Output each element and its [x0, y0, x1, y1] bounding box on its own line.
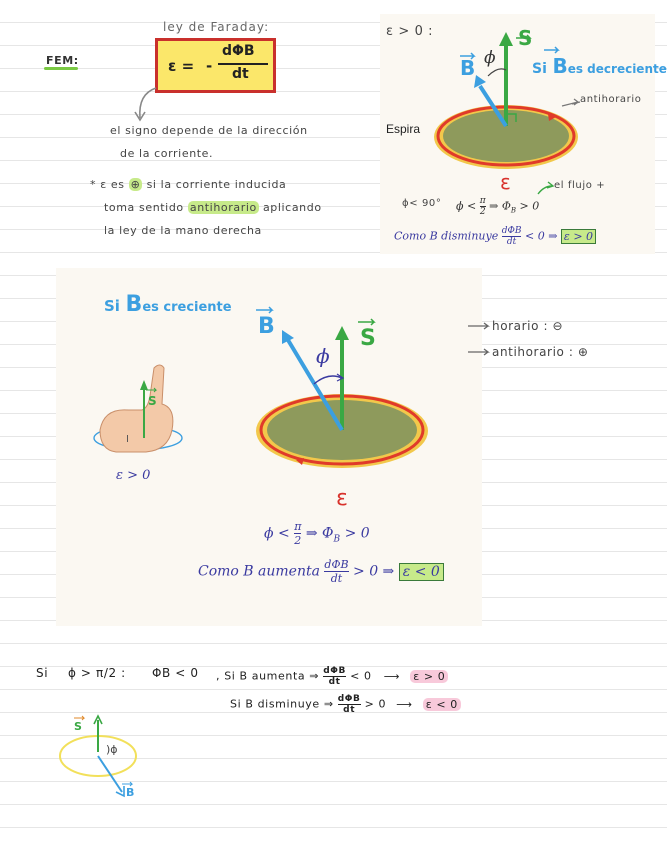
inc-title-rest: es creciente [142, 300, 232, 315]
bottom-phi-b: ΦB < 0 [152, 666, 199, 680]
legend-antihorario: antihorario : ⊕ [492, 345, 589, 359]
plus-circle-icon: ⊕ [130, 178, 141, 191]
dphi-dt-frac [502, 226, 522, 247]
panel-b-decreasing [380, 14, 667, 254]
formula-denominator: dt [232, 66, 249, 82]
inc-pi: π [294, 520, 302, 533]
phi-label: ϕ [484, 48, 496, 68]
line2-den: dt [343, 705, 356, 715]
antihorario-note: antihorario [580, 94, 642, 105]
inc-cond-c: > 0 [344, 525, 370, 542]
inc-b-label: B [258, 314, 275, 339]
legend-horario: horario : ⊖ [492, 319, 564, 333]
fem-underline [44, 67, 78, 70]
line2-num: dΦB [337, 694, 361, 704]
line1-result: ε > 0 [410, 670, 448, 683]
cond-c: > 0 [519, 199, 540, 213]
rule-line2-start: toma sentido [104, 201, 184, 214]
line1-a: , Si B aumenta ⇒ [216, 669, 320, 683]
loop-diagram-decreasing [380, 14, 655, 254]
inc-cond-a: ϕ < [264, 525, 290, 542]
title-b: B [552, 54, 568, 78]
cond-increasing [264, 520, 370, 547]
sketch-b-label: B [126, 786, 135, 799]
phi-less-90: ϕ< 90° [402, 198, 442, 209]
formula-eps: ε = [168, 57, 195, 75]
inc-two: 2 [294, 534, 302, 547]
inc-como-num: dΦB [324, 558, 349, 571]
cond-decreasing [456, 196, 539, 217]
inc-como-den: dt [330, 572, 343, 585]
title-rest: es decreciente [567, 62, 667, 76]
hand-icon [100, 365, 173, 452]
rule-line1 [90, 178, 286, 191]
bottom-si: Si [36, 666, 49, 680]
line2-a: Si B disminuye ⇒ [230, 697, 334, 711]
inc-como-a: Como B aumenta [198, 563, 320, 580]
sketch-s-label: S [74, 720, 82, 733]
inc-como-b: > 0 ⇒ [353, 563, 395, 580]
formula-fraction-bar [218, 63, 268, 65]
eps-symbol: ε [500, 170, 511, 194]
sketch-phi-label: )ϕ [106, 743, 118, 756]
faraday-formula-box [155, 38, 276, 93]
sign-note-line2: de la corriente. [120, 147, 214, 160]
line2-frac [338, 694, 361, 715]
title-si: Si [532, 61, 547, 77]
inc-phi-label: ϕ [316, 344, 330, 368]
result-box-positive: ε > 0 [561, 229, 596, 244]
antihorario-highlight: antihorario [189, 201, 257, 214]
inc-title-b: B [125, 292, 143, 317]
formula-minus: - [206, 57, 213, 75]
line1-den: dt [328, 677, 341, 687]
sketch-b-arrow [98, 756, 122, 792]
inc-dphi-dt-frac [324, 558, 348, 585]
flux-note: el flujo + [554, 180, 606, 191]
decreasing-title [532, 54, 667, 78]
como-increasing [198, 558, 444, 585]
hand-eps-label: ε > 0 [116, 468, 151, 483]
rule-line3: la ley de la mano derecha [104, 224, 262, 237]
formula-numerator: dΦB [222, 43, 255, 59]
bottom-phi-gt: ϕ > π/2 : [68, 666, 126, 680]
hand-s-label: S [148, 394, 157, 408]
como-decreasing [394, 226, 596, 247]
line2-b: > 0 [364, 697, 387, 711]
rule-line2 [104, 201, 322, 214]
phi-arc [488, 69, 506, 76]
como-a: Como B disminuye [394, 229, 499, 243]
legend-arrows-icon [466, 320, 492, 360]
cond-a: ϕ < [456, 199, 477, 213]
result-box-negative: ε < 0 [399, 563, 444, 581]
line1-frac [323, 666, 346, 687]
como-num: dΦB [501, 226, 522, 236]
como-den: dt [506, 237, 517, 247]
inc-s-label: S [360, 326, 376, 351]
sign-note-line1: el signo depende de la dirección [110, 124, 308, 137]
inc-eps-symbol: ε [336, 486, 348, 511]
line1-num: dΦB [323, 666, 346, 676]
inc-cond-sub: B [333, 534, 341, 545]
b-label: B [460, 56, 476, 80]
pi-half-frac [480, 196, 486, 217]
obtuse-angle-sketch [52, 712, 152, 804]
line2-arrow-icon: ⟶ [396, 697, 413, 711]
panel-b-increasing [56, 268, 482, 626]
eps-positive-heading: ε > 0 : [386, 24, 434, 39]
fem-label: FEM: [46, 54, 79, 67]
line1-arrow-icon: ⟶ [383, 669, 401, 683]
pointer-arrow-icon [128, 86, 168, 124]
rule-line1-start: * ε es [90, 178, 125, 191]
cond-sub: B [510, 206, 517, 215]
rule-line1-end: si la corriente inducida [146, 178, 287, 191]
line2-result: ε < 0 [423, 698, 461, 711]
inc-title-si: Si [104, 297, 120, 315]
two: 2 [479, 207, 486, 217]
cond-b: ⇒ Φ [489, 199, 511, 213]
inc-pi-half-frac [294, 520, 301, 547]
pi: π [479, 196, 486, 206]
faraday-title: ley de Faraday: [163, 20, 270, 34]
como-b: < 0 ⇒ [524, 229, 558, 243]
rule-line2-end: aplicando [262, 201, 322, 214]
s-label: S [518, 26, 533, 50]
line1-b: < 0 [350, 669, 372, 683]
espira-label: Espira [386, 122, 421, 136]
hand-i-label: I [126, 434, 129, 445]
inc-cond-b: ⇒ Φ [305, 525, 334, 542]
bottom-line2 [230, 694, 461, 715]
bottom-line1 [216, 666, 448, 687]
